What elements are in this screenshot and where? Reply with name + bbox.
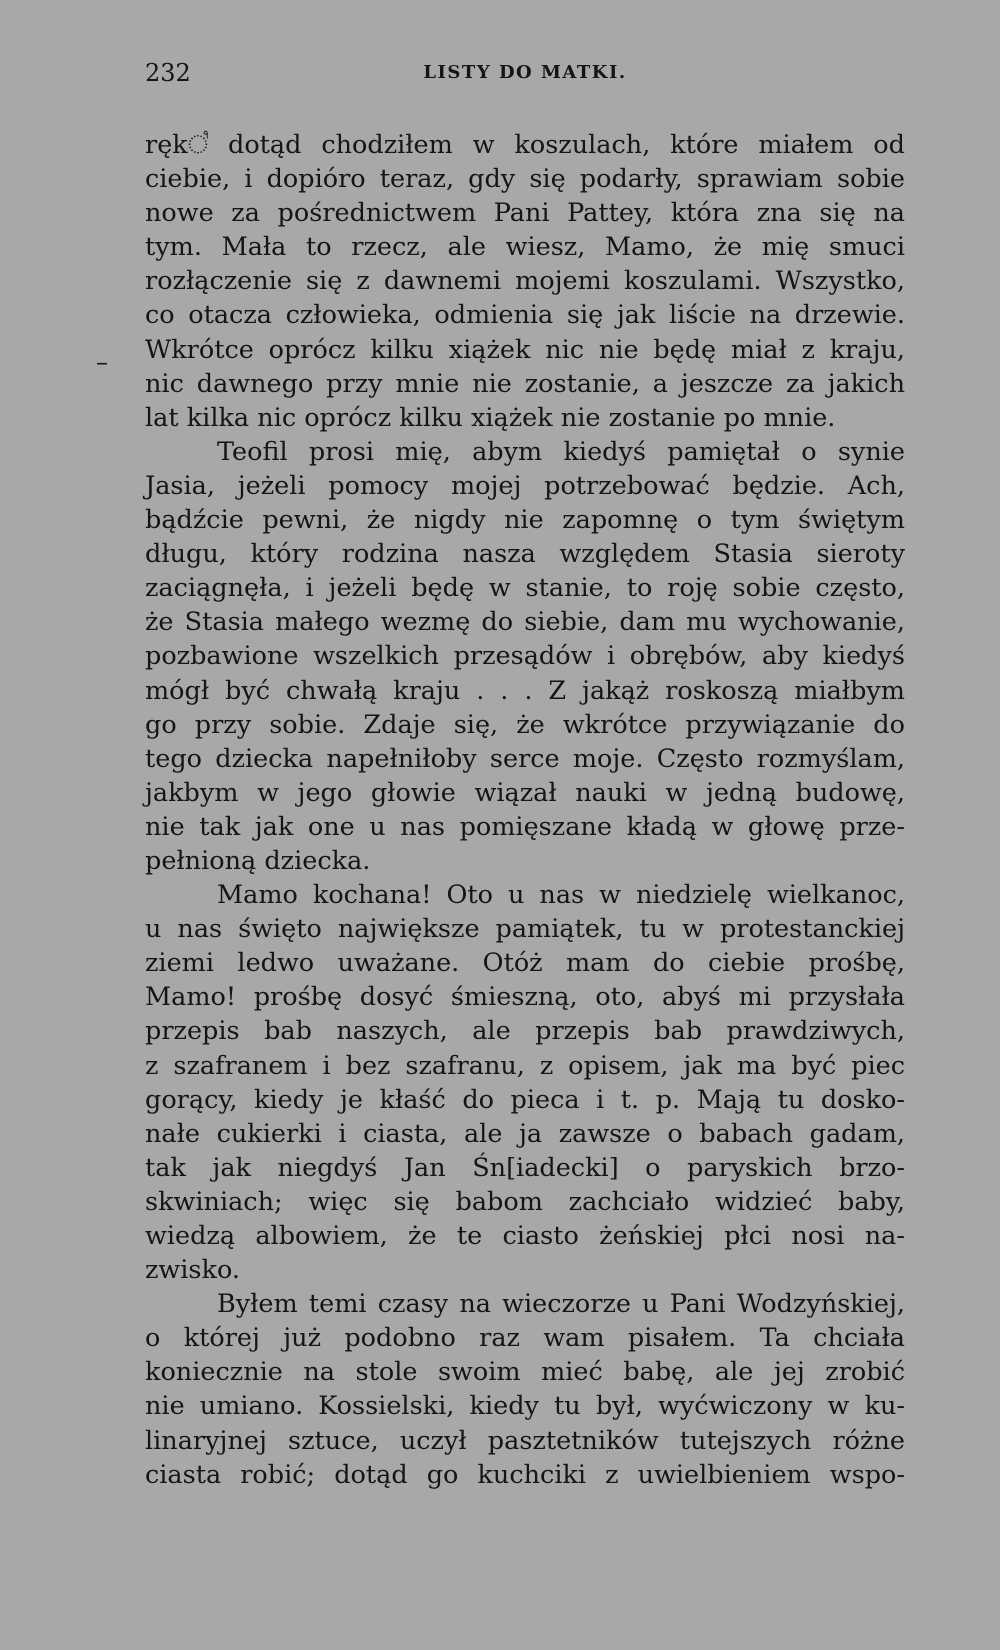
text-line: nie tak jak one u nas pomięszane kładą w głowę prze- bbox=[145, 811, 905, 842]
text-line: przepis bab naszych, ale przepis bab prawdziwych, bbox=[145, 1016, 905, 1047]
page-number: 232 bbox=[145, 59, 191, 87]
text-line: tak jak niegdyś Jan Śn[iadecki] o paryskich brzo- bbox=[145, 1152, 905, 1183]
text-line: koniecznie na stole swoim mieć babę, ale jej zrobić bbox=[145, 1357, 905, 1388]
text-line: pozbawione wszelkich przesądów i obrębów, aby kiedyś bbox=[145, 641, 905, 672]
text-line: o której już podobno raz wam pisałem. Ta chciała bbox=[145, 1323, 905, 1354]
text-line: zwisko. bbox=[145, 1255, 240, 1286]
text-line: co otacza człowieka, odmienia się jak liście na drzewie. bbox=[145, 300, 905, 331]
text-line: nałe cukierki i ciasta, ale ja zawsze o babach gadam, bbox=[145, 1118, 905, 1149]
text-line: tego dziecka napełniłoby serce moje. Często rozmyślam, bbox=[145, 743, 905, 774]
text-line: Wkrótce oprócz kilku xiążek nic nie będę miał z kraju, bbox=[145, 334, 905, 365]
running-title: LISTY DO MATKI. bbox=[423, 62, 627, 83]
text-line: Byłem temi czasy na wieczorze u Pani Wodzyńskiej, bbox=[217, 1289, 905, 1320]
text-line: rozłączenie się z dawnemi mojemi koszulami. Wszystko, bbox=[145, 266, 905, 297]
text-line: nowe za pośrednictwem Pani Pattey, która zna się na bbox=[145, 198, 905, 229]
body-text bbox=[145, 128, 905, 1492]
text-line: długu, który rodzina nasza względem Stasia sieroty bbox=[145, 539, 905, 570]
text-line: tym. Mała to rzecz, ale wiesz, Mamo, że mię smuci bbox=[145, 232, 905, 263]
text-line: jakbym w jego głowie wiązał nauki w jedną budowę, bbox=[145, 777, 905, 808]
text-line: ręk꣡ dotąd chodziłem w koszulach, które miałem od bbox=[145, 130, 905, 160]
text-line: linaryjnej sztuce, uczył pasztetników tutejszych różne bbox=[145, 1425, 905, 1456]
text-line: bądźcie pewni, że nigdy nie zapomnę o tym świętym bbox=[145, 505, 905, 536]
text-line: że Stasia małego wezmę do siebie, dam mu wychowanie, bbox=[145, 607, 905, 638]
text-line: mógł być chwałą kraju . . . Z jakąż roskoszą miałbym bbox=[145, 675, 905, 706]
text-line: ciebie, i dopióro teraz, gdy się podarły, sprawiam sobie bbox=[145, 164, 905, 195]
text-line: Jasia, jeżeli pomocy mojej potrzebować będzie. Ach, bbox=[145, 470, 905, 501]
text-line: Mamo kochana! Oto u nas w niedzielę wielkanoc, bbox=[217, 880, 905, 911]
text-line: u nas święto największe pamiątek, tu w protestanckiej bbox=[145, 914, 905, 945]
text-line: zaciągnęła, i jeżeli będę w stanie, to roję sobie często, bbox=[145, 573, 905, 604]
text-line: pełnioną dziecka. bbox=[145, 845, 371, 876]
text-line: skwiniach; więc się babom zachciało widzieć baby, bbox=[145, 1186, 905, 1217]
text-line: go przy sobie. Zdaje się, że wkrótce przywiązanie do bbox=[145, 709, 905, 740]
text-line: nie umiano. Kossielski, kiedy tu był, wyćwiczony w ku- bbox=[145, 1391, 905, 1422]
text-line: Teofil prosi mię, abym kiedyś pamiętał o synie bbox=[217, 436, 905, 467]
text-line: nic dawnego przy mnie nie zostanie, a jeszcze za jakich bbox=[145, 368, 905, 399]
margin-mark: – bbox=[96, 348, 108, 376]
text-line: z szafranem i bez szafranu, z opisem, jak ma być piec bbox=[145, 1050, 905, 1081]
text-line: ziemi ledwo uważane. Otóż mam do ciebie prośbę, bbox=[145, 948, 905, 979]
text-line: lat kilka nic oprócz kilku xiążek nie zostanie po mnie. bbox=[145, 402, 836, 433]
text-line: gorący, kiedy je kłaść do pieca i t. p. Mają tu dosko- bbox=[145, 1084, 905, 1115]
page-header bbox=[145, 55, 905, 91]
text-line: wiedzą albowiem, że te ciasto żeńskiej płci nosi na- bbox=[145, 1221, 905, 1251]
text-line: ciasta robić; dotąd go kuchciki z uwielbieniem wspo- bbox=[145, 1459, 905, 1490]
text-line: Mamo! prośbę dosyć śmieszną, oto, abyś mi przysłała bbox=[145, 982, 905, 1013]
